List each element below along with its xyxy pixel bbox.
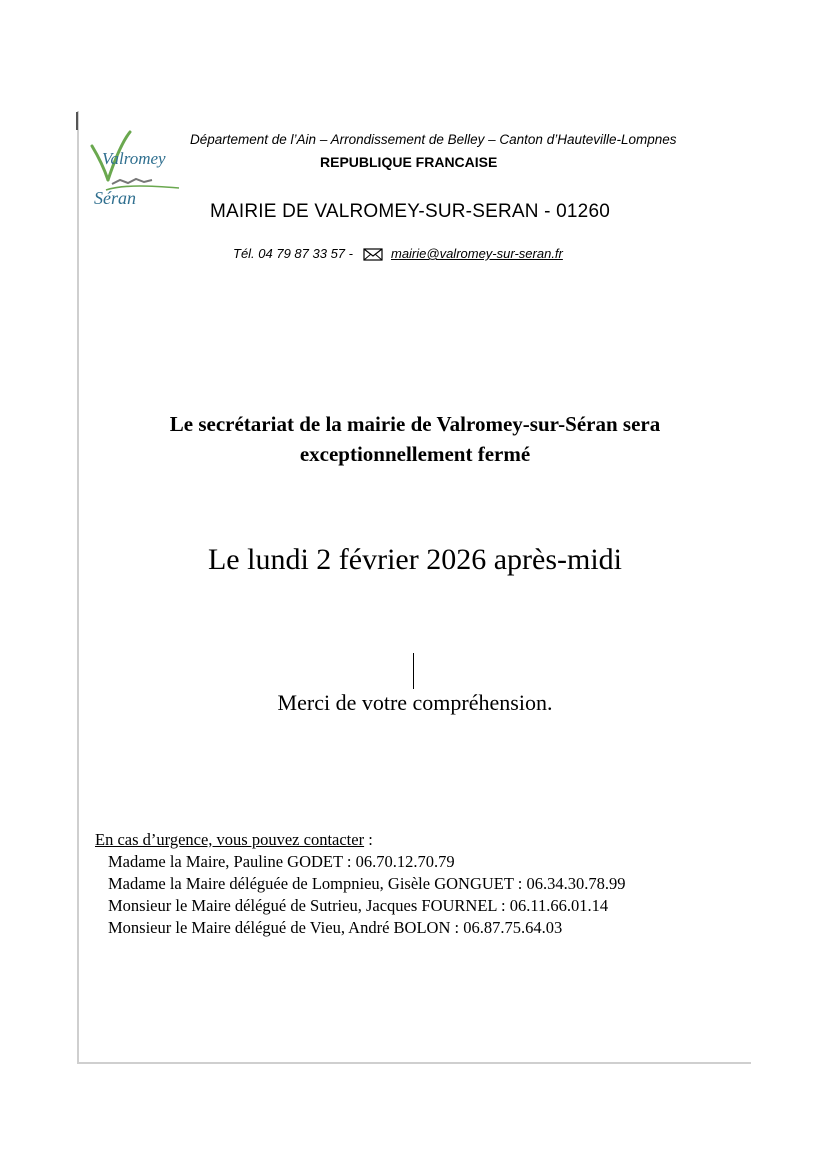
municipality-logo [84, 128, 184, 213]
page-frame-tick [76, 112, 78, 130]
logo-word-valromey: Valromey [102, 149, 166, 168]
contact-item: Monsieur le Maire délégué de Sutrieu, Jacques FOURNEL : 06.11.66.01.14 [108, 896, 609, 915]
contact-item: Madame la Maire déléguée de Lompnieu, Gisèle GONGUET : 06.34.30.78.99 [108, 874, 626, 893]
text-cursor [413, 653, 414, 689]
page-frame-left [77, 111, 79, 1064]
republic-line: REPUBLIQUE FRANCAISE [320, 154, 498, 170]
closure-date: Le lundi 2 février 2026 après-midi [207, 543, 623, 576]
closure-notice [90, 409, 740, 469]
emergency-intro [95, 829, 625, 851]
notice-line-2: exceptionnellement fermé [299, 442, 531, 466]
contact-item: Madame la Maire, Pauline GODET : 06.70.12.70.79 [108, 852, 455, 871]
emergency-contacts [95, 829, 625, 939]
notice-line-1: Le secrétariat de la mairie de Valromey-sur-Séran sera [169, 412, 661, 436]
mairie-title: MAIRIE DE VALROMEY-SUR-SERAN - 01260 [210, 201, 610, 222]
page-frame-bottom [77, 1062, 751, 1064]
logo-word-seran: Séran [94, 188, 136, 208]
emergency-intro-colon: : [364, 830, 373, 849]
region-line: Département de l’Ain – Arrondissement de Belley – Canton d’Hauteville-Lompnes [190, 132, 677, 147]
envelope-icon [363, 248, 383, 264]
contact-line [233, 246, 563, 264]
contact-item: Monsieur le Maire délégué de Vieu, André BOLON : 06.87.75.64.03 [108, 918, 563, 937]
phone-text: Tél. 04 79 87 33 57 - [233, 246, 353, 261]
thanks-line: Merci de votre compréhension. [277, 690, 553, 715]
emergency-intro-text: En cas d’urgence, vous pouvez contacter [95, 830, 365, 849]
email-link[interactable]: mairie@valromey-sur-seran.fr [390, 246, 563, 261]
